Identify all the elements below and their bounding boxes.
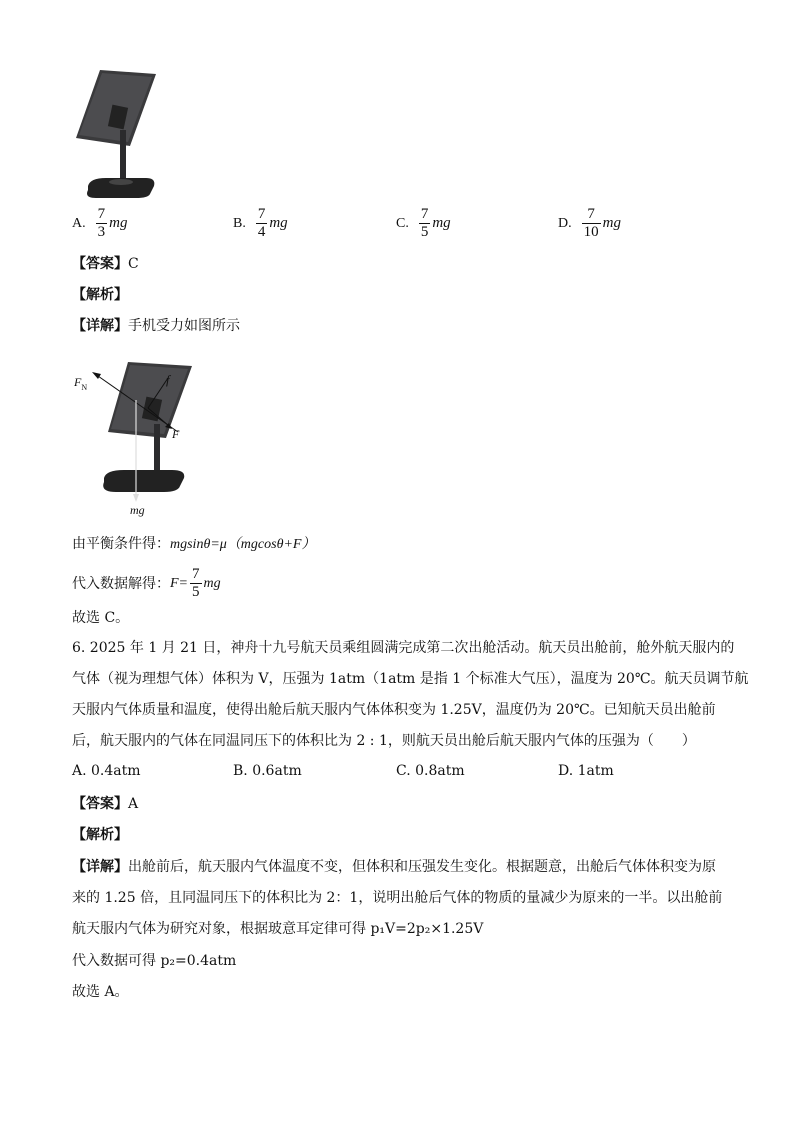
answer-tag: 【答案】 xyxy=(72,796,128,812)
option-unit: mg xyxy=(432,215,451,231)
answer-tag: 【答案】 xyxy=(72,256,128,272)
q5-conclusion: 故选 C。 xyxy=(72,610,130,626)
q6-option-a xyxy=(72,763,141,779)
option-text: 0.6atm xyxy=(252,763,302,779)
q6-option-c xyxy=(396,763,465,779)
mg-label: mg xyxy=(130,503,145,517)
option-letter: C. xyxy=(396,215,409,231)
option-text: 1atm xyxy=(577,763,614,779)
f-label: f xyxy=(166,372,170,387)
fraction xyxy=(256,206,268,241)
force-F-label: F xyxy=(172,427,180,441)
numerator: 7 xyxy=(587,206,595,222)
option-unit: mg xyxy=(602,215,621,231)
q6-substitution-line: 代入数据可得 p₂=0.4atm xyxy=(72,953,237,969)
svg-text:FN xyxy=(73,375,87,392)
eq1-expression: mgsinθ=μ（mgcosθ+F） xyxy=(170,537,316,552)
eq1-prefix: 由平衡条件得： xyxy=(72,536,170,552)
option-text: 0.8atm xyxy=(415,763,465,779)
q6-conclusion: 故选 A。 xyxy=(72,984,129,1000)
option-letter: B. xyxy=(233,763,248,779)
denominator: 3 xyxy=(97,224,106,240)
q6-detail-line: 来的 1.25 倍，且同温同压下的体积比为 2：1，说明出舱后气体的物质的量减少为原来的一半。以出舱前 xyxy=(72,890,723,906)
option-letter: B. xyxy=(233,215,246,231)
analysis-tag: 【解析】 xyxy=(72,287,128,303)
denominator: 5 xyxy=(192,584,200,600)
eq2-unit: mg xyxy=(203,575,221,591)
fn-subscript: N xyxy=(81,383,88,392)
answer-value: A xyxy=(128,796,139,812)
numerator: 7 xyxy=(257,206,266,222)
analysis-tag: 【解析】 xyxy=(72,827,128,843)
detail-tag: 【详解】 xyxy=(72,318,128,334)
option-a xyxy=(72,206,127,241)
denominator: 5 xyxy=(420,224,429,240)
eq2-lhs: F= xyxy=(170,575,188,591)
detail-text: 手机受力如图所示 xyxy=(128,318,240,334)
numerator: 7 xyxy=(97,206,106,222)
q6-detail-line xyxy=(72,857,716,877)
q6-stem-line: 6. 2025 年 1 月 21 日，神舟十九号航天员乘组圆满完成第二次出舱活动。航天员出舱前，舱外航天服内的 xyxy=(72,640,735,656)
option-unit: mg xyxy=(109,215,128,231)
q6-detail-line: 航天服内气体为研究对象，根据玻意耳定律可得 p₁V=2p₂×1.25V xyxy=(72,921,484,937)
equation-1 xyxy=(72,534,315,555)
eq2-prefix: 代入数据解得： xyxy=(72,575,170,592)
fraction xyxy=(419,206,431,241)
q6-option-d xyxy=(558,763,614,779)
option-letter: C. xyxy=(396,763,411,779)
q6-stem-line: 气体（视为理想气体）体积为 V，压强为 1atm（1atm 是指 1 个标准大气压），温度为 20℃。航天员调节航 xyxy=(72,671,749,687)
denominator: 4 xyxy=(257,224,266,240)
numerator: 7 xyxy=(420,206,429,222)
option-letter: D. xyxy=(558,763,574,779)
detail-text: 出舱前后，航天服内气体温度不变，但体积和压强发生变化。根据题意，出舱后气体体积变为原 xyxy=(128,859,716,875)
numerator: 7 xyxy=(192,566,200,582)
option-letter: D. xyxy=(558,215,572,231)
option-c xyxy=(396,206,451,241)
analysis-heading xyxy=(72,285,128,305)
option-unit: mg xyxy=(269,215,288,231)
answer-value: C xyxy=(128,256,139,272)
phone-stand-image xyxy=(66,66,162,204)
fraction xyxy=(96,206,108,241)
detail-line xyxy=(72,316,240,336)
force-diagram xyxy=(68,356,198,518)
option-text: 0.4atm xyxy=(91,763,141,779)
answer-line xyxy=(72,254,139,274)
option-b xyxy=(233,206,288,241)
q6-stem-line: 后，航天服内的气体在同温同压下的体积比为 2 : 1，则航天员出舱后航天服内气体的压强为（ ） xyxy=(72,733,696,749)
q6-stem-line: 天服内气体质量和温度，使得出舱后航天服内气体体积变为 1.25V，温度仍为 20℃。已知航天员出舱前 xyxy=(72,702,716,718)
denominator: 10 xyxy=(583,224,599,240)
option-letter: A. xyxy=(72,215,86,231)
fraction xyxy=(190,566,202,601)
option-letter: A. xyxy=(72,763,87,779)
fraction xyxy=(582,206,601,241)
option-d xyxy=(558,206,621,241)
fn-label: F xyxy=(74,375,82,389)
q6-option-b xyxy=(233,763,302,779)
q6-answer-line xyxy=(72,794,138,814)
q6-analysis-heading xyxy=(72,825,128,845)
equation-2 xyxy=(72,566,221,601)
detail-tag: 【详解】 xyxy=(72,859,128,875)
